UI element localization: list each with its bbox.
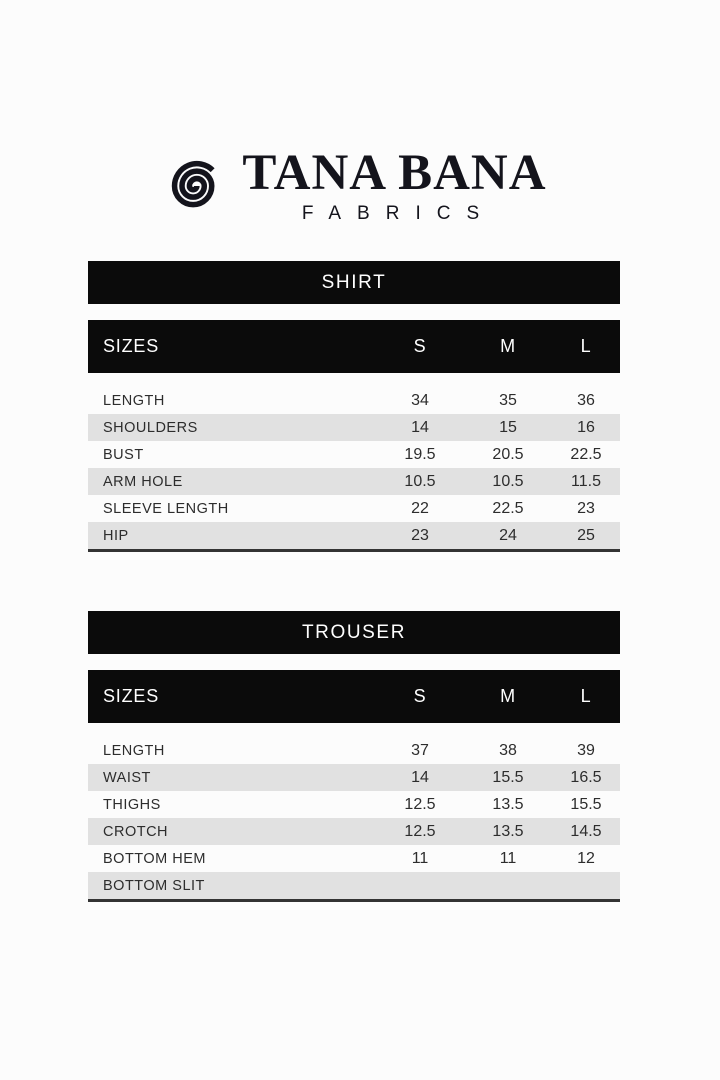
size-value-s: 34 (411, 391, 429, 409)
size-value-l: 25 (577, 526, 595, 544)
table-row (88, 495, 620, 522)
size-value-m: 38 (499, 741, 517, 759)
shirt-table-header (88, 320, 620, 373)
column-header-m: M (500, 686, 516, 706)
measurement-label: WAIST (103, 769, 151, 786)
measurement-label: SHOULDERS (103, 419, 198, 436)
size-value-s: 14 (411, 418, 429, 436)
table-row (88, 791, 620, 818)
size-value-l: 16.5 (570, 768, 602, 786)
shirt-table-title: SHIRT (88, 261, 620, 304)
spiral-logo-icon (161, 152, 229, 220)
size-value-m: 13.5 (492, 795, 524, 813)
table-row (88, 522, 620, 549)
trouser-table-header (88, 670, 620, 723)
table-row (88, 468, 620, 495)
table-row (88, 441, 620, 468)
column-header-s: S (413, 686, 427, 706)
brand-tagline: FABRICS (301, 202, 496, 224)
size-value-s: 14 (411, 768, 429, 786)
table-row (88, 845, 620, 872)
sizes-header-label: SIZES (103, 336, 160, 356)
size-value-s: 22 (411, 499, 429, 517)
size-value-s: 12.5 (404, 795, 436, 813)
measurement-label: LENGTH (103, 742, 165, 759)
size-value-m: 22.5 (492, 499, 524, 517)
size-value-s: 23 (411, 526, 429, 544)
trouser-table-rows (88, 737, 620, 902)
size-value-l: 39 (577, 741, 595, 759)
table-row (88, 414, 620, 441)
size-value-l: 12 (577, 849, 595, 867)
size-value-m: 24 (499, 526, 517, 544)
size-value-m: 13.5 (492, 822, 524, 840)
size-value-s: 19.5 (404, 445, 436, 463)
size-value-m: 20.5 (492, 445, 524, 463)
size-value-m: 15.5 (492, 768, 524, 786)
size-value-m: 35 (499, 391, 517, 409)
size-value-l: 22.5 (570, 445, 602, 463)
column-header-l: L (580, 686, 592, 706)
measurement-label: THIGHS (103, 796, 161, 813)
measurement-label: ARM HOLE (103, 473, 183, 490)
measurement-label: CROTCH (103, 823, 169, 840)
trouser-table-title: TROUSER (88, 611, 620, 654)
table-row (88, 872, 620, 899)
shirt-table-rows (88, 387, 620, 552)
size-value-m: 15 (499, 418, 517, 436)
trouser-size-table (88, 611, 620, 902)
size-value-l: 16 (577, 418, 595, 436)
size-value-s: 10.5 (404, 472, 436, 490)
size-value-l: 14.5 (570, 822, 602, 840)
table-row (88, 387, 620, 414)
size-value-m: 10.5 (492, 472, 524, 490)
content-column (88, 0, 620, 902)
table-row (88, 737, 620, 764)
size-value-s: 12.5 (404, 822, 436, 840)
measurement-label: BOTTOM SLIT (103, 877, 205, 894)
table-row (88, 818, 620, 845)
size-value-l: 11.5 (571, 472, 601, 490)
sizes-header-label: SIZES (103, 686, 160, 706)
table-row (88, 764, 620, 791)
size-value-l: 23 (577, 499, 595, 517)
measurement-label: HIP (103, 527, 129, 544)
brand-wordmark (242, 144, 547, 225)
brand-logo (88, 144, 620, 224)
column-header-m: M (500, 336, 516, 356)
size-value-s: 37 (411, 741, 429, 759)
column-header-l: L (580, 336, 592, 356)
size-value-s: 11 (411, 849, 429, 867)
size-value-l: 36 (577, 391, 595, 409)
shirt-size-table (88, 261, 620, 552)
measurement-label: BOTTOM HEM (103, 850, 207, 867)
size-value-l: 15.5 (570, 795, 602, 813)
brand-name: TANA BANA (242, 144, 547, 201)
measurement-label: SLEEVE LENGTH (103, 500, 229, 517)
measurement-label: LENGTH (103, 392, 165, 409)
size-value-m: 11 (499, 849, 517, 867)
measurement-label: BUST (103, 446, 144, 463)
column-header-s: S (413, 336, 427, 356)
